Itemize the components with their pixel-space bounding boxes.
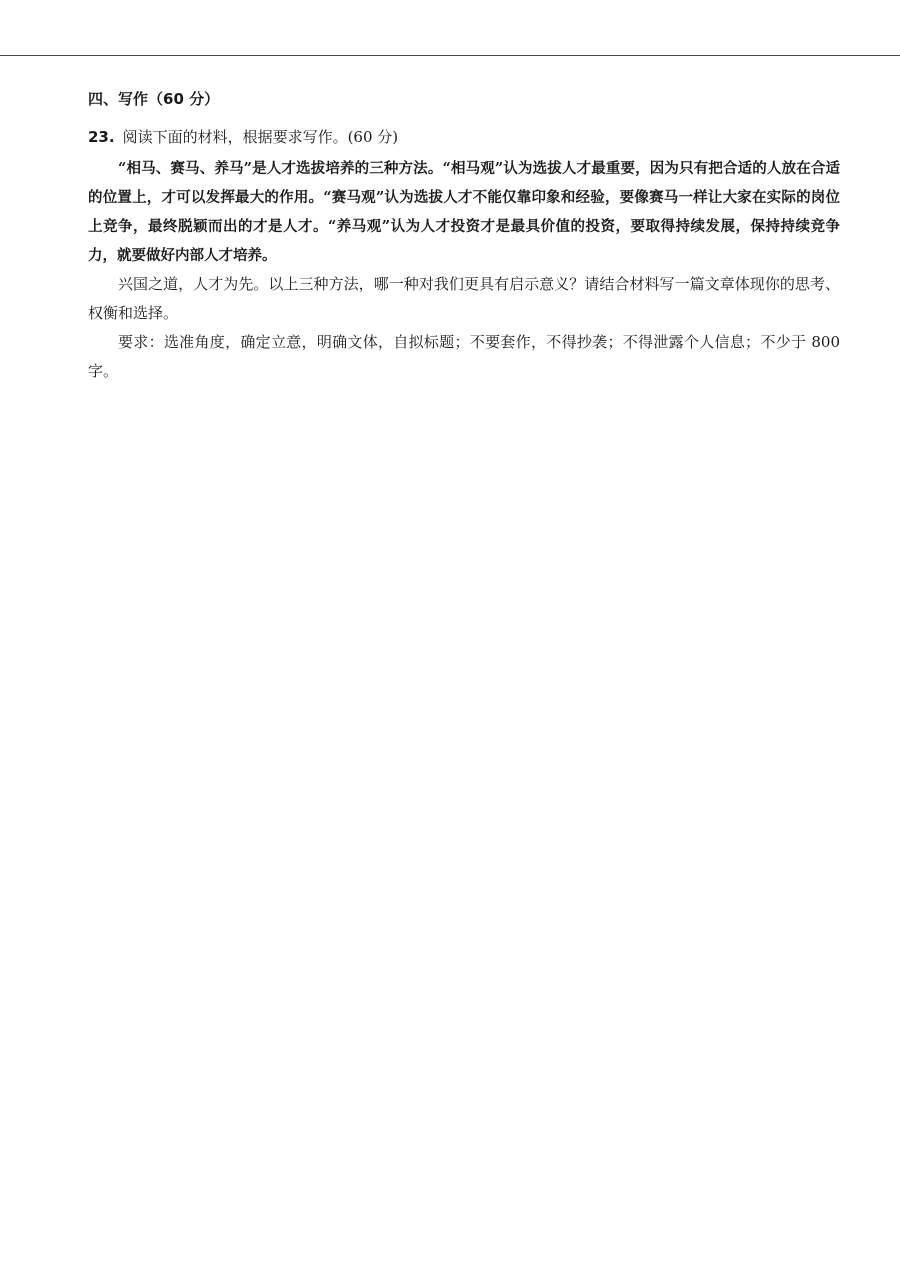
page-top-rule	[0, 55, 900, 56]
task-paragraph: 兴国之道，人才为先。以上三种方法，哪一种对我们更具有启示意义？请结合材料写一篇文章体现你的思考、权衡和选择。	[88, 275, 840, 322]
question-prompt: 阅读下面的材料，根据要求写作。(60 分)	[122, 128, 399, 146]
question-number: 23.	[88, 128, 115, 146]
material-paragraph: “相马、赛马、养马”是人才选拔培养的三种方法。“相马观”认为选拔人才最重要，因为只有把合适的人放在合适的位置上，才可以发挥最大的作用。“赛马观”认为选拔人才不能仅靠印象和经验，要像赛马一样让大家在实际的岗位上竞争，最终脱颖而出的才是人才。“养马观”认为人才投资才是最具价值的投资，要取得持续发展，保持持续竞争力，就要做好内部人才培养。	[88, 160, 840, 264]
question-header	[88, 126, 840, 148]
exam-content	[88, 88, 840, 386]
section-heading: 四、写作（60 分）	[88, 90, 220, 108]
requirements-paragraph: 要求：选准角度，确定立意，明确文体，自拟标题；不要套作，不得抄袭；不得泄露个人信息；不少于 800 字。	[88, 333, 840, 380]
